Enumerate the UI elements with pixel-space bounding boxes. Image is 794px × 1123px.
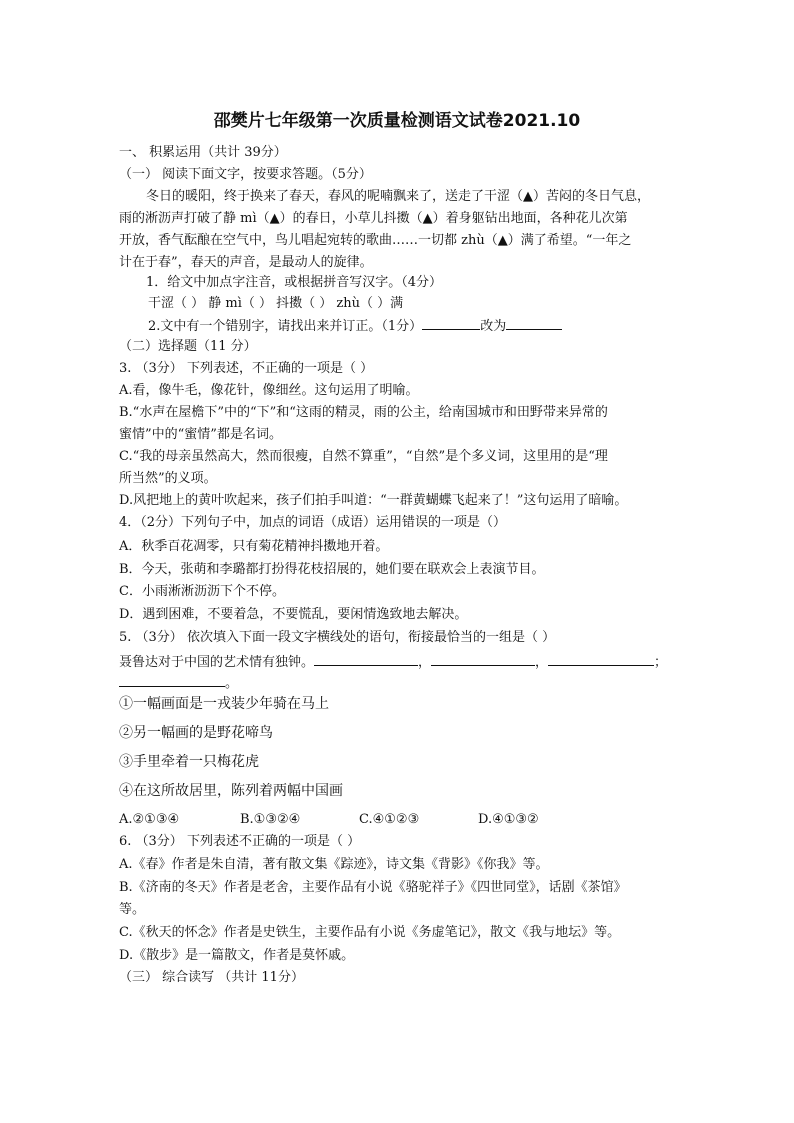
- question-3-option-a: A.看，像牛毛，像花针，像细丝。这句运用了明喻。: [119, 383, 419, 398]
- part2-header: （二）选择题（11 分）: [119, 339, 257, 354]
- question-4-option-d: D．遇到困难，不要着急，不要慌乱，要闲情逸致地去解决。: [119, 607, 468, 622]
- answer-blank[interactable]: [431, 652, 535, 666]
- question-3-option-d: D.风把地上的黄叶吹起来，孩子们拍手叫道：“一群黄蝴蝶飞起来了！”这句运用了暗喻。: [119, 493, 628, 508]
- question-5-choice-c: C.④①②③: [359, 812, 420, 827]
- question-5-choice-b: B.①③②④: [240, 812, 301, 827]
- passage-line: 计在于春”，春天的声音，是最动人的旋律。: [119, 255, 373, 270]
- question-4-option-a: A．秋季百花凋零，只有菊花精神抖擞地开着。: [119, 539, 389, 554]
- question-2: [148, 316, 562, 336]
- question-5-choice-d: D.④①③②: [478, 812, 539, 827]
- question-6-option-c: C.《秋天的怀念》作者是史铁生，主要作品有小说《务虚笔记》，散文《我与地坛》等。: [119, 925, 621, 940]
- passage-line: 冬日的暖阳，终于换来了春天，春风的呢喃飘来了，送走了干涩（▲）苦闷的冬日气息，: [146, 189, 650, 204]
- question-6-option-d: D.《散步》是一篇散文，作者是莫怀戚。: [119, 948, 355, 963]
- passage-line: 雨的淅沥声打破了静 mì（▲）的春日，小草儿抖擞（▲）着身躯钻出地面，各种花儿次第: [119, 211, 628, 226]
- question-5-stem-text: 聂鲁达对于中国的艺术情有独钟。: [119, 655, 315, 670]
- question-5-stem: 聂鲁达对于中国的艺术情有独钟。 ， ， ；: [119, 652, 667, 672]
- question-5-option-1: ①一幅画面是一戎装少年骑在马上: [119, 696, 329, 712]
- question-2-mid: 改为: [480, 319, 507, 334]
- question-6: 6. （3分） 下列表述不正确的一项是（ ）: [119, 834, 361, 849]
- question-5-option-4: ④在这所故居里，陈列着两幅中国画: [119, 783, 343, 799]
- part1-header: （一） 阅读下面文字，按要求答题。（5分）: [119, 167, 372, 182]
- question-6-option-b-cont: 等。: [119, 902, 146, 917]
- answer-blank[interactable]: [422, 316, 480, 330]
- question-1-items: 干涩（ ） 静 mì（ ） 抖擞（ ） zhù（ ）满: [148, 296, 404, 311]
- answer-blank[interactable]: [506, 316, 562, 330]
- question-5-choice-a: A.②①③④: [119, 812, 180, 827]
- question-6-option-b: B.《济南的冬天》作者是老舍，主要作品有小说《骆驼祥子》《四世同堂》，话剧《茶馆》: [119, 880, 627, 895]
- question-3: 3. （3分） 下列表述，不正确的一项是（ ）: [119, 361, 374, 376]
- question-3-option-b-cont: 蜜情”中的“蜜情”都是名词。: [119, 427, 282, 442]
- section-heading: 一、 积累运用（共计 39分）: [119, 145, 287, 160]
- answer-blank[interactable]: [314, 652, 418, 666]
- question-5-option-3: ③手里牵着一只梅花虎: [119, 754, 259, 770]
- question-5: 5. （3分） 依次填入下面一段文字横线处的语句，衔接最恰当的一组是（ ）: [119, 630, 556, 645]
- question-2-text: 2.文中有一个错别字，请找出来并订正。（1分）: [148, 319, 423, 334]
- page-title: 邵樊片七年级第一次质量检测语文试卷2021.10: [213, 111, 581, 131]
- question-4: 4．（2分）下列句子中，加点的词语（成语）运用错误的一项是（）: [119, 515, 507, 530]
- question-1: 1．给文中加点字注音，或根据拼音写汉字。（4分）: [146, 275, 443, 290]
- question-3-option-c-cont: 所当然”的义项。: [119, 471, 217, 486]
- passage-line: 开放，香气酝酿在空气中，鸟儿唱起宛转的歌曲……一切都 zhù（▲）满了希望。“一年之: [119, 233, 632, 248]
- question-3-option-c: C.“我的母亲虽然高大，然而很瘦，自然不算重”，“自然”是个多义词，这里用的是“理: [119, 449, 608, 464]
- question-5-option-2: ②另一幅画的是野花啼鸟: [119, 725, 273, 741]
- question-6-option-a: A.《春》作者是朱自清，著有散文集《踪迹》，诗文集《背影》《你我》等。: [119, 857, 549, 872]
- question-5-stem-cont: 。: [119, 673, 238, 693]
- answer-blank[interactable]: [548, 652, 654, 666]
- question-4-option-b: B．今天，张萌和李璐都打扮得花枝招展的，她们要在联欢会上表演节目。: [119, 562, 545, 577]
- question-4-option-c: C．小雨淅淅沥沥下个不停。: [119, 584, 285, 599]
- answer-blank[interactable]: [119, 673, 225, 687]
- question-3-option-b: B.“水声在屋檐下”中的“下”和“这雨的精灵，雨的公主，给南国城市和田野带来异常的: [119, 405, 608, 420]
- part3-header: （三） 综合读写 （共计 11分）: [119, 970, 304, 985]
